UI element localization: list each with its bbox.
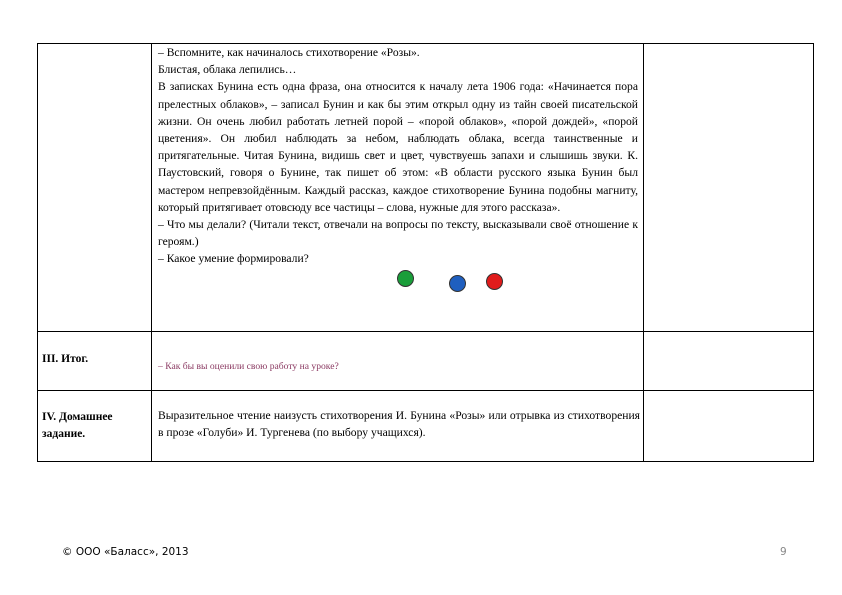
row2-question: – Как бы вы оценили свою работу на уроке?	[158, 361, 339, 372]
column-divider-2	[643, 43, 644, 462]
blue-dot-icon	[449, 275, 466, 292]
row2-heading: III. Итог.	[42, 353, 89, 365]
row1-content	[158, 44, 638, 268]
table-bottom-border	[37, 461, 814, 462]
footer-copyright: © ООО «Баласс», 2013	[62, 546, 189, 558]
row1-line-2: Блистая, облака лепились…	[158, 63, 297, 77]
row3-homework: Выразительное чтение наизусть стихотворения И. Бунина «Розы» или отрывка из стихотворения в прозе «Голуби» И. Тургенева (по выбору учащихся).	[158, 409, 640, 440]
row-divider-1	[37, 331, 814, 332]
table-right-border	[813, 43, 814, 462]
table-left-border	[37, 43, 38, 462]
row1-paragraph: В записках Бунина есть одна фраза, она относится к началу лета 1906 года: «Начинается пора прелестных облаков», – записал Бунин и как бы этим открыл одну из тайн своей писательской жизни. Он очень любил работать летней порой – «порой облаков», «порой дождей», «порой цветения». Он любил наблюдать за небом, наблюдать облака, всегда таинственные и притягательные. Читая Бунина, видишь свет и цвет, чувствуешь запахи и слышишь звуки. К. Паустовский, говоря о Бунине, так пишет об этом: «В области русского языка Бунин был мастером непревзойдённым. Каждый рассказ, каждое стихотворение Бунина подобны магниту, который притягивает отовсюду все частицы – слова, нужные для этого рассказа».	[158, 80, 638, 214]
row1-line-1: – Вспомните, как начиналось стихотворение «Розы».	[158, 46, 420, 59]
row1-question-1: – Что мы делали? (Читали текст, отвечали на вопросы по тексту, высказывали своё отношение к героям.)	[158, 218, 638, 249]
page-number: 9	[780, 546, 787, 558]
row1-question-2: – Какое умение формировали?	[158, 252, 309, 266]
red-dot-icon	[486, 273, 503, 290]
row3-heading: IV. Домашнее задание.	[42, 411, 113, 440]
row-divider-2	[37, 390, 814, 391]
column-divider-1	[151, 43, 152, 462]
green-dot-icon	[397, 270, 414, 287]
